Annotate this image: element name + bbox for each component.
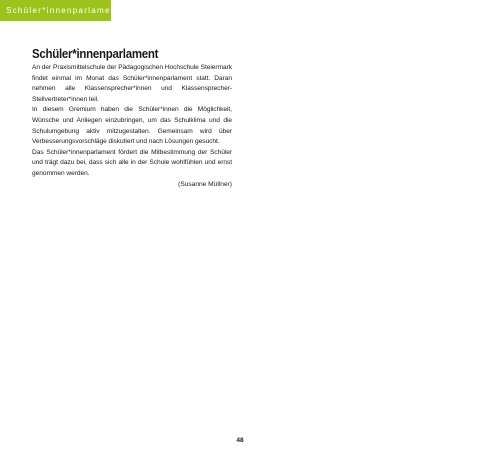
article: [32, 47, 232, 190]
article-title: Schüler*innenparlament: [32, 47, 159, 61]
article-paragraph-1: An der Praxismittelschule der Pädagogischen Hochschule Steiermark findet einmal im Monat das Schüler*innenparlament statt. Daran nehmen alle Klassensprecher*innen und Klassensprecher-Stellvertreter*innen teil.: [32, 64, 232, 103]
article-paragraph-2: In diesem Gremium haben die Schüler*innen die Möglichkeit, Wünsche und Anliegen einzubringen, um das Schulklima und die Schulumgebung aktiv mitzugestalten. Gemeinsam wird über Verbesserungsvorschläge diskutiert und nach Lösungen gesucht.: [32, 106, 232, 146]
article-paragraph-3: Das Schüler*innenparlament fördert die Mitbestimmung der Schüler und trägt dazu bei, dass sich alle in der Schule wohlfühlen und ernst genommen werden.: [32, 148, 232, 177]
page-number: 48: [236, 437, 244, 444]
article-author: (Susanne Müllner): [178, 180, 232, 188]
section-header-tab: [0, 0, 120, 21]
section-header-label: Schüler*innenparlament: [6, 6, 120, 15]
